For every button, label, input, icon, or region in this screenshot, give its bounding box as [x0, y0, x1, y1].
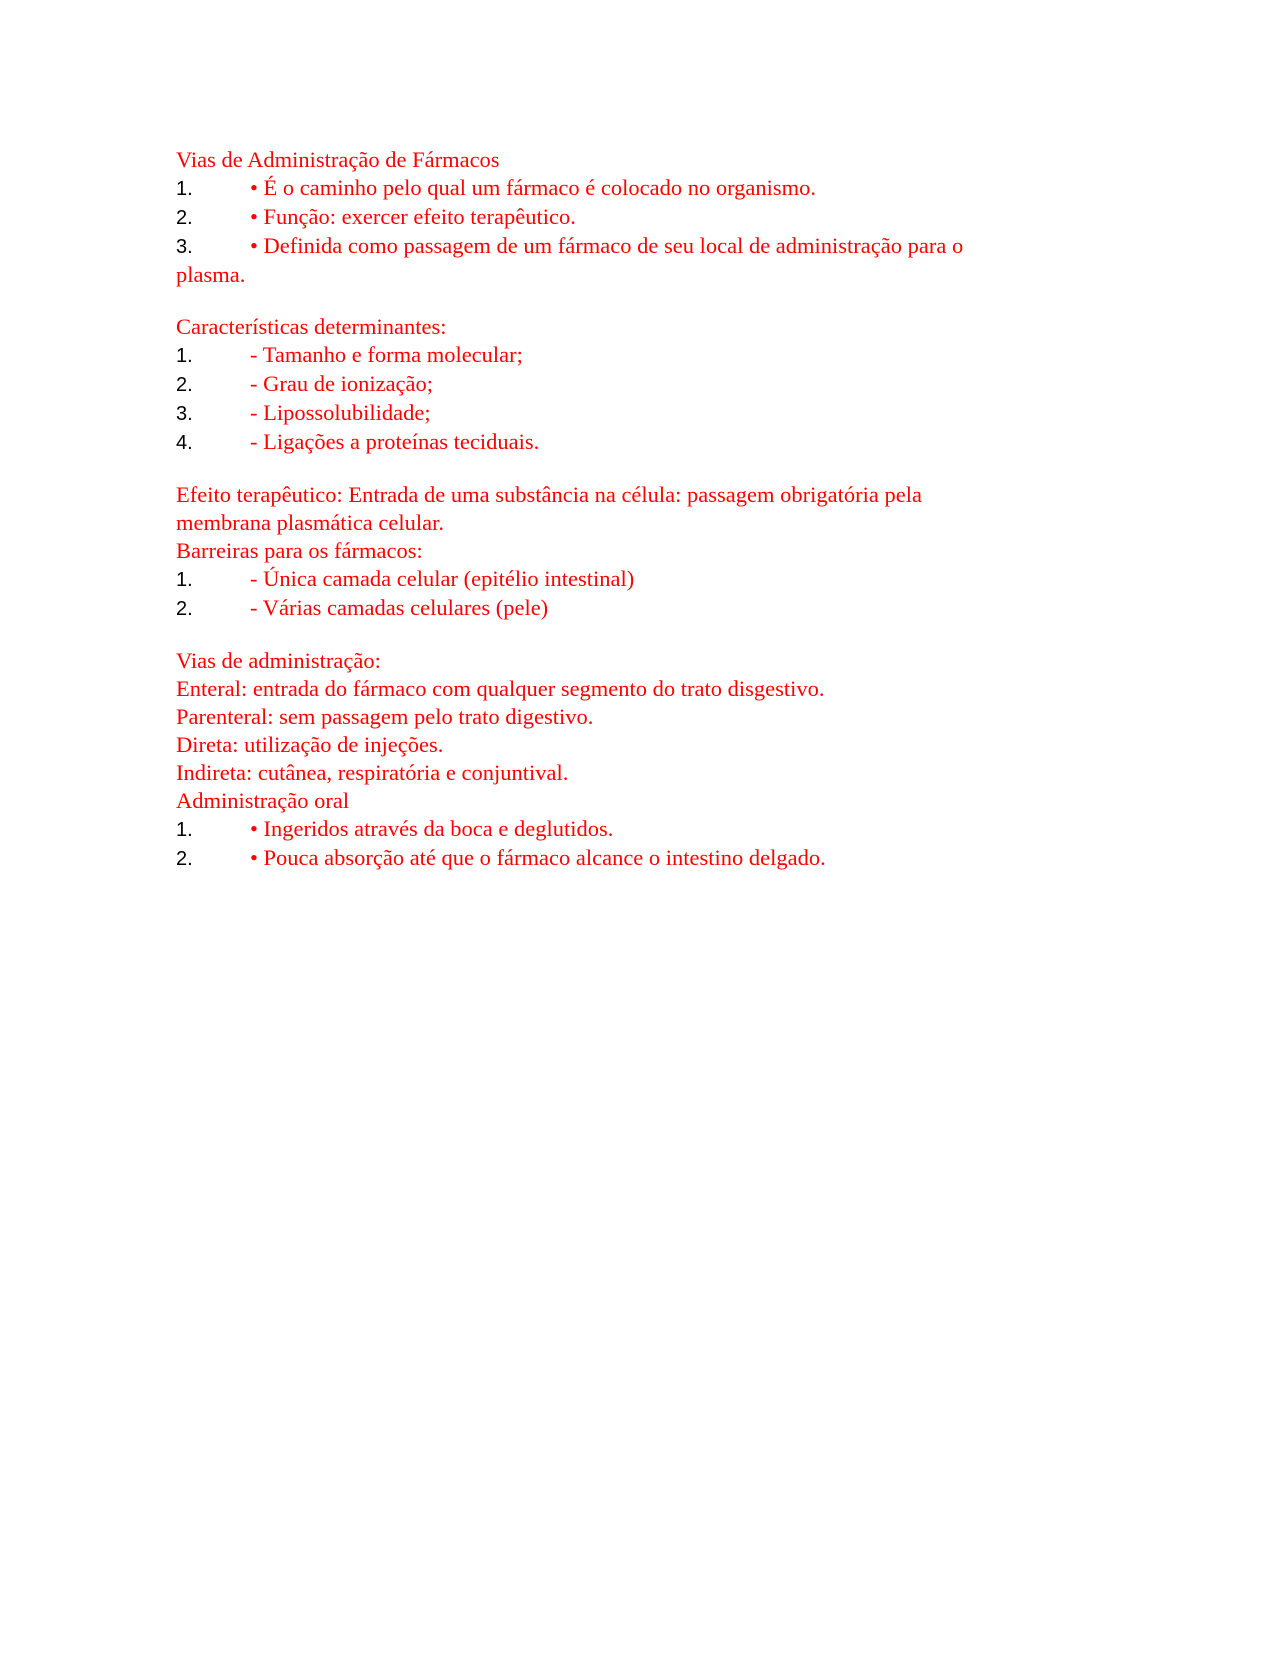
- parenteral-line: Parenteral: sem passagem pelo trato digestivo.: [176, 704, 594, 729]
- list-number: 2.: [176, 374, 193, 396]
- list-number: 2.: [176, 207, 193, 229]
- list-item-text: • Ingeridos através da boca e deglutidos.: [250, 816, 614, 841]
- list-number: 3.: [176, 403, 193, 425]
- paragraph-gap: [176, 457, 1056, 481]
- list-number: 3.: [176, 236, 193, 258]
- list-item: [176, 594, 1056, 623]
- list-item-text: - Várias camadas celulares (pele): [250, 595, 549, 620]
- list-item-continuation: plasma.: [176, 262, 246, 287]
- document-page: [176, 146, 1056, 873]
- list-item-text: • Definida como passagem de um fármaco de seu local de administração para o: [250, 233, 964, 258]
- list-item-text: • Função: exercer efeito terapêutico.: [250, 204, 576, 229]
- list-item: [176, 565, 1056, 594]
- list-item: [176, 232, 1056, 261]
- list-number: 1.: [176, 345, 193, 367]
- list-item-text: - Única camada celular (epitélio intestinal): [250, 566, 635, 591]
- list-item: [176, 428, 1056, 457]
- direta-line: Direta: utilização de injeções.: [176, 732, 444, 757]
- paragraph-gap: [176, 623, 1056, 647]
- list-number: 4.: [176, 432, 193, 454]
- list-item: [176, 399, 1056, 428]
- list-item: [176, 341, 1056, 370]
- indireta-line: Indireta: cutânea, respiratória e conjuntival.: [176, 760, 569, 785]
- section3-title: Barreiras para os fármacos:: [176, 538, 423, 563]
- list-item: [176, 370, 1056, 399]
- list-number: 2.: [176, 598, 193, 620]
- list-number: 1.: [176, 569, 193, 591]
- list-number: 1.: [176, 178, 193, 200]
- list-item-text: - Grau de ionização;: [250, 371, 434, 396]
- effect-line-1: Efeito terapêutico: Entrada de uma substância na célula: passagem obrigatória pela: [176, 482, 922, 507]
- section1-title: Vias de Administração de Fármacos: [176, 147, 500, 172]
- section2-title: Características determinantes:: [176, 314, 447, 339]
- list-number: 2.: [176, 848, 193, 870]
- paragraph-gap: [176, 289, 1056, 313]
- list-item: [176, 174, 1056, 203]
- list-number: 1.: [176, 819, 193, 841]
- list-item: [176, 815, 1056, 844]
- list-item-text: - Lipossolubilidade;: [250, 400, 431, 425]
- list-item-text: - Ligações a proteínas teciduais.: [250, 429, 540, 454]
- section4-title: Vias de administração:: [176, 648, 381, 673]
- list-item: [176, 844, 1056, 873]
- enteral-line: Enteral: entrada do fármaco com qualquer segmento do trato disgestivo.: [176, 676, 825, 701]
- list-item: [176, 203, 1056, 232]
- list-item-text: • É o caminho pelo qual um fármaco é colocado no organismo.: [250, 175, 817, 200]
- list-item-text: • Pouca absorção até que o fármaco alcance o intestino delgado.: [250, 845, 826, 870]
- list-item-text: - Tamanho e forma molecular;: [250, 342, 523, 367]
- effect-line-2: membrana plasmática celular.: [176, 510, 445, 535]
- oral-title: Administração oral: [176, 788, 350, 813]
